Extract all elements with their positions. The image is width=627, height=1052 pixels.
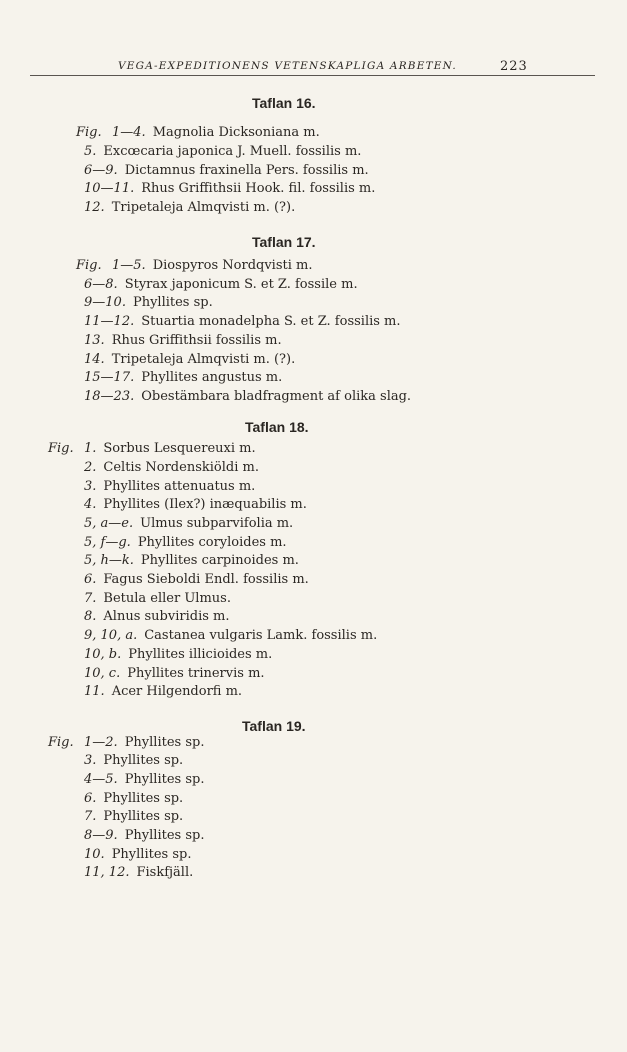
species-name: Phyllites sp. [103, 791, 184, 806]
species-name: Rhus Griffithsii fossilis m. [111, 333, 282, 348]
species-name: Phyllites sp. [111, 847, 192, 862]
fig-label: Fig. [48, 735, 74, 750]
plate-17-title: Taflan 17. [252, 234, 316, 250]
species-name: Sorbus Lesquereuxi m. [103, 441, 256, 456]
figure-number: 4—5. [84, 772, 118, 787]
species-name: Betula eller Ulmus. [103, 591, 231, 606]
figure-number: 3. [84, 753, 97, 768]
species-name: Excœcaria japonica J. Muell. fossilis m. [103, 144, 362, 159]
plate-entry [84, 684, 242, 699]
plate-entry [84, 772, 204, 787]
plate-entry [84, 809, 183, 824]
figure-number: 9—10. [84, 295, 126, 310]
species-name: Phyllites sp. [132, 295, 213, 310]
figure-number: 5, a—e. [84, 516, 134, 531]
figure-number: 1—2. [84, 735, 118, 750]
figure-number: 7. [84, 809, 97, 824]
species-name: Tripetaleja Almqvisti m. (?). [111, 352, 296, 367]
fig-label: Fig. [76, 258, 102, 273]
plate-entry [84, 314, 401, 329]
plate-entry [84, 609, 229, 624]
figure-number: 4. [84, 497, 97, 512]
figure-number: 5. [84, 144, 97, 159]
figure-number: 3. [84, 479, 97, 494]
figure-number: 8—9. [84, 828, 118, 843]
species-name: Styrax japonicum S. et Z. fossile m. [124, 277, 358, 292]
plate-entry [84, 847, 191, 862]
species-name: Phyllites attenuatus m. [103, 479, 256, 494]
species-name: Ulmus subparvifolia m. [140, 516, 294, 531]
figure-number: 18—23. [84, 389, 135, 404]
figure-number: 14. [84, 352, 105, 367]
species-name: Acer Hilgendorfi m. [111, 684, 243, 699]
plate-entry [84, 591, 231, 606]
species-name: Fagus Sieboldi Endl. fossilis m. [103, 572, 309, 587]
species-name: Phyllites illicioides m. [128, 647, 273, 662]
species-name: Phyllites (Ilex?) inæquabilis m. [103, 497, 307, 512]
figure-number: 11, 12. [84, 865, 130, 880]
plate-entry [84, 352, 295, 367]
plate-entry [84, 791, 183, 806]
species-name: Phyllites sp. [103, 809, 184, 824]
plate-entry [112, 125, 320, 140]
species-name: Celtis Nordenskiöldi m. [103, 460, 259, 475]
plate-entry [84, 647, 272, 662]
species-name: Phyllites angustus m. [141, 370, 283, 385]
figure-number: 6. [84, 791, 97, 806]
species-name: Stuartia monadelpha S. et Z. fossilis m. [141, 314, 401, 329]
fig-label: Fig. [48, 441, 74, 456]
plate-16-title: Taflan 16. [252, 95, 316, 111]
species-name: Fiskfjäll. [136, 865, 194, 880]
species-name: Tripetaleja Almqvisti m. (?). [111, 200, 296, 215]
plate-entry [84, 865, 193, 880]
plate-entry [84, 389, 411, 404]
plate-entry [84, 553, 299, 568]
page-number: 223 [500, 59, 528, 74]
species-name: Obestämbara bladfragment af olika slag. [141, 389, 412, 404]
figure-number: 13. [84, 333, 105, 348]
species-name: Phyllites carpinoides m. [140, 553, 299, 568]
figure-number: 5, f—g. [84, 535, 131, 550]
species-name: Phyllites sp. [124, 735, 205, 750]
species-name: Dictamnus fraxinella Pers. fossilis m. [124, 163, 369, 178]
figure-number: 12. [84, 200, 105, 215]
figure-number: 9, 10, a. [84, 628, 138, 643]
figure-number: 1—4. [112, 125, 146, 140]
fig-label: Fig. [76, 125, 102, 140]
species-name: Phyllites coryloides m. [137, 535, 287, 550]
plate-entry [112, 258, 312, 273]
plate-entry [84, 516, 293, 531]
species-name: Phyllites sp. [124, 772, 205, 787]
figure-number: 10, b. [84, 647, 122, 662]
figure-number: 2. [84, 460, 97, 475]
species-name: Castanea vulgaris Lamk. fossilis m. [144, 628, 378, 643]
plate-entry [84, 535, 287, 550]
species-name: Alnus subviridis m. [103, 609, 230, 624]
plate-entry [84, 370, 282, 385]
plate-entry [84, 441, 256, 456]
plate-18-title: Taflan 18. [245, 419, 309, 435]
plate-entry [84, 163, 369, 178]
plate-entry [84, 666, 265, 681]
plate-entry [84, 181, 375, 196]
figure-number: 7. [84, 591, 97, 606]
figure-number: 5, h—k. [84, 553, 134, 568]
species-name: Diospyros Nordqvisti m. [152, 258, 313, 273]
plate-entry [84, 277, 358, 292]
plate-entry [84, 200, 295, 215]
figure-number: 1—5. [112, 258, 146, 273]
plate-19-title: Taflan 19. [242, 718, 306, 734]
figure-number: 10—11. [84, 181, 135, 196]
figure-number: 6. [84, 572, 97, 587]
figure-number: 1. [84, 441, 97, 456]
plate-entry [84, 828, 204, 843]
species-name: Rhus Griffithsii Hook. fil. fossilis m. [141, 181, 376, 196]
species-name: Phyllites sp. [103, 753, 184, 768]
figure-number: 6—9. [84, 163, 118, 178]
plate-entry [84, 333, 282, 348]
figure-number: 6—8. [84, 277, 118, 292]
species-name: Phyllites sp. [124, 828, 205, 843]
plate-entry [84, 460, 259, 475]
figure-number: 8. [84, 609, 97, 624]
figure-number: 11—12. [84, 314, 135, 329]
plate-entry [84, 628, 377, 643]
plate-entry [84, 497, 307, 512]
plate-entry [84, 144, 361, 159]
figure-number: 10. [84, 847, 105, 862]
plate-entry [84, 479, 255, 494]
plate-entry [84, 572, 309, 587]
figure-number: 11. [84, 684, 105, 699]
plate-entry [84, 295, 213, 310]
figure-number: 10, c. [84, 666, 121, 681]
header-rule [30, 75, 595, 76]
plate-entry [84, 735, 204, 750]
plate-entry [84, 753, 183, 768]
figure-number: 15—17. [84, 370, 135, 385]
species-name: Magnolia Dicksoniana m. [152, 125, 320, 140]
species-name: Phyllites trinervis m. [127, 666, 265, 681]
running-header-title: VEGA-EXPEDITIONENS VETENSKAPLIGA ARBETEN. [118, 60, 457, 72]
